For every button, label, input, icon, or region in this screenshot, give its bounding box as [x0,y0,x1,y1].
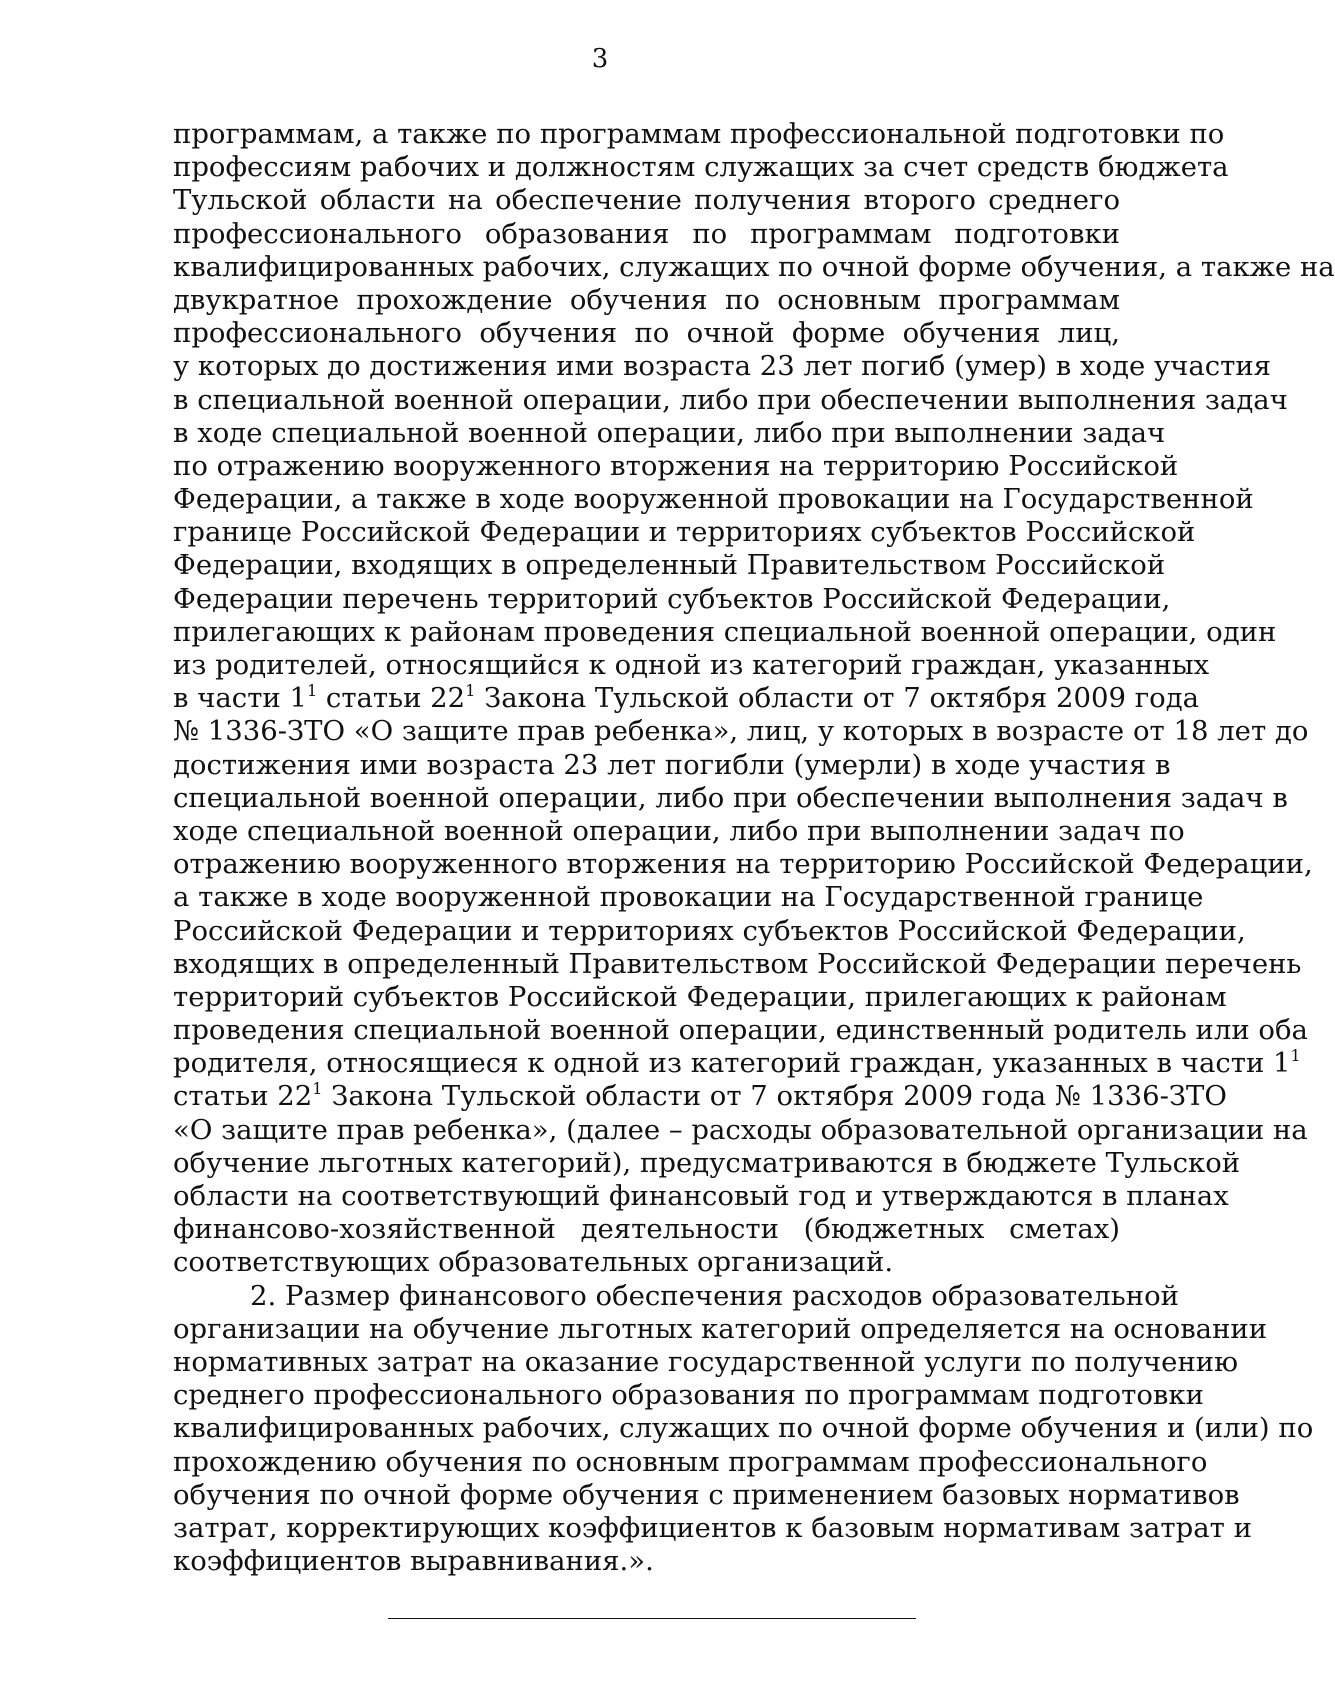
text-line: прилегающих к районам проведения специальной военной операции, один [173,615,1277,648]
text-line: территорий субъектов Российской Федерации, прилегающих к районам [173,980,1227,1013]
text-line: профессиям рабочих и должностям служащих за счет средств бюджета [173,151,1229,184]
text-line: профессионального обучения по очной форме обучения лиц, [173,317,1120,350]
page-number: 3 [591,44,609,74]
text-segment: Закона Тульской области от 7 октября 2009 года [475,682,1200,715]
text-line: программам, а также по программам профессиональной подготовки по [173,118,1225,150]
text-line [173,1079,1227,1113]
text-segment: в части 1 [173,682,307,715]
text-line: отражению вооруженного вторжения на территорию Российской Федерации, [173,848,1313,881]
text-segment: Закона Тульской области от 7 октября 2009 года № 1336-ЗТО [322,1080,1227,1113]
text-line: среднего профессионального образования по программам подготовки [173,1379,1204,1412]
superscript: 1 [465,681,476,701]
text-line: из родителей, относящийся к одной из категорий граждан, указанных [173,649,1210,681]
text-line: № 1336-ЗТО «О защите прав ребенка», лиц, у которых в возрасте от 18 лет до [173,715,1309,748]
text-line: а также в ходе вооруженной провокации на Государственной границе [173,881,1204,914]
text-line: достижения ими возраста 23 лет погибли (умерли) в ходе участия в [173,748,1171,781]
text-line: Тульской области на обеспечение получения второго среднего [173,184,1120,217]
superscript: 1 [1290,1046,1301,1066]
text-line: двукратное прохождение обучения по основным программам [173,283,1120,316]
text-line: Федерации, а также в ходе вооруженной провокации на Государственной [173,483,1254,516]
text-line [173,681,1200,715]
superscript: 1 [306,681,318,701]
text-line [173,1046,1301,1080]
text-line: по отражению вооруженного вторжения на территорию Российской [173,449,1179,482]
text-line: специальной военной операции, либо при обеспечении выполнения задач в [173,781,1288,814]
text-segment: статьи 22 [317,682,466,715]
superscript: 1 [312,1079,323,1099]
text-line: 2. Размер финансового обеспечения расходов образовательной [250,1279,1179,1312]
text-line: Российской Федерации и территориях субъектов Российской Федерации, [173,914,1246,947]
text-segment: статьи 22 [173,1080,313,1113]
text-line: границе Российской Федерации и территориях субъектов Российской [173,516,1196,549]
text-line: у которых до достижения ими возраста 23 лет погиб (умер) в ходе участия [173,350,1272,383]
text-line: квалифицированных рабочих, служащих по очной форме обучения, а также на [173,250,1335,283]
text-line: обучения по очной форме обучения с применением базовых нормативов [173,1478,1240,1511]
text-line: нормативных затрат на оказание государственной услуги по получению [173,1345,1239,1378]
text-line: в специальной военной операции, либо при обеспечении выполнения задач [173,383,1288,416]
text-line: затрат, корректирующих коэффициентов к базовым нормативам затрат и [173,1511,1252,1544]
text-line: коэффициентов выравнивания.». [173,1545,654,1578]
text-line: соответствующих образовательных организаций. [173,1246,894,1279]
text-line: обучение льготных категорий), предусматриваются в бюджете Тульской [173,1146,1241,1179]
text-line: области на соответствующий финансовый год и утверждаются в планах [173,1180,1229,1212]
text-line: проведения специальной военной операции, единственный родитель или оба [173,1014,1308,1047]
text-segment: родителя, относящиеся к одной из категорий граждан, указанных в части 1 [173,1047,1291,1080]
text-line: входящих в определенный Правительством Российской Федерации перечень [173,947,1302,980]
text-line: финансово-хозяйственной деятельности (бюджетных сметах) [173,1213,1120,1246]
text-line: в ходе специальной военной операции, либо при выполнении задач [173,416,1166,449]
text-line: прохождению обучения по основным программам профессионального [173,1445,1208,1478]
text-line: квалифицированных рабочих, служащих по очной форме обучения и (или) по [173,1412,1314,1445]
text-line: ходе специальной военной операции, либо при выполнении задач по [173,814,1185,847]
text-line: «О защите прав ребенка», (далее – расходы образовательной организации на [173,1113,1308,1146]
text-line: профессионального образования по программам подготовки [173,217,1120,250]
text-line: Федерации перечень территорий субъектов Российской Федерации, [173,582,1171,615]
text-line: организации на обучение льготных категорий определяется на основании [173,1312,1268,1345]
text-line: Федерации, входящих в определенный Правительством Российской [173,549,1166,582]
document-body [173,118,1335,1578]
end-of-text-rule [388,1618,916,1619]
